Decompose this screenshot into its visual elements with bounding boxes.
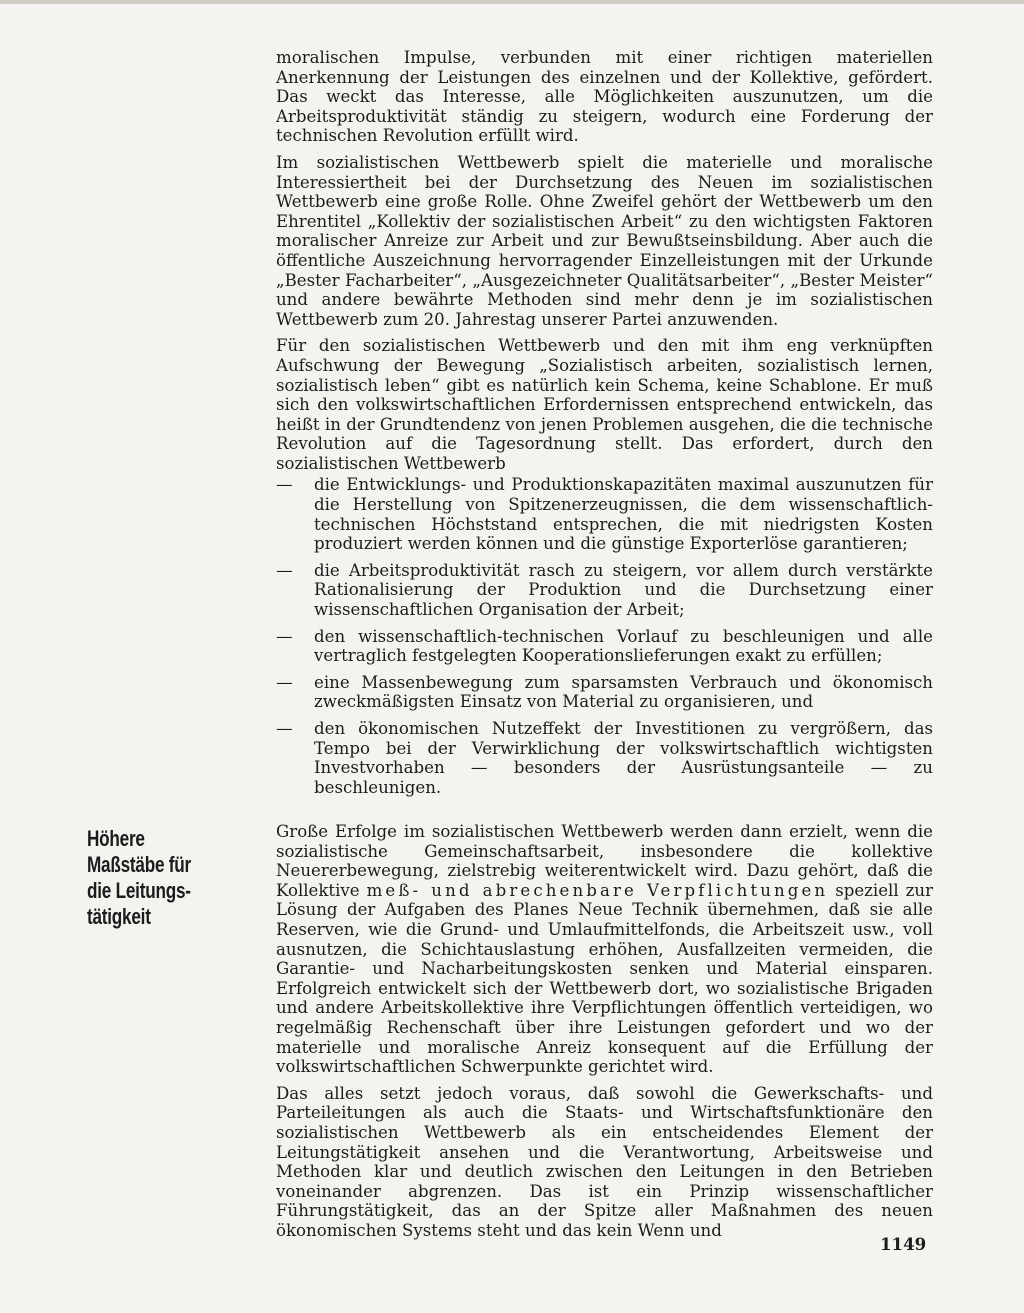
- paragraph: moralischen Impulse, verbunden mit einer richtigen materiellen Anerkennung der Leistungen des einzelnen und der Kollektive, gefördert. Das weckt das Interesse, alle Möglichkeiten auszunutzen, um die Arbeitsproduktivität ständig zu steigern, wodurch eine Forderung der technischen Revolution erfüllt wird.: [276, 48, 933, 146]
- list-item-text: eine Massenbewegung zum sparsamsten Verbrauch und ökonomisch zweckmäßigsten Einsatz von Material zu organisieren, und: [314, 672, 933, 712]
- list-item-text: den wissenschaftlich-technischen Vorlauf zu beschleunigen und alle vertraglich festgelegten Kooperationslieferungen exakt zu erfüllen;: [314, 626, 933, 666]
- dash-marker: —: [276, 626, 293, 646]
- page-number: 1149: [880, 1234, 927, 1254]
- list-item-text: die Arbeitsproduktivität rasch zu steigern, vor allem durch verstärkte Rationalisierung der Produktion und die Durchsetzung einer wissenschaftlichen Organisation der Arbeit;: [314, 560, 933, 620]
- dash-marker: —: [276, 560, 293, 580]
- paragraph: Das alles setzt jedoch voraus, daß sowohl die Gewerkschafts- und Parteileitungen als auch die Staats- und Wirtschaftsfunktionäre den sozialistischen Wettbewerb als ein entscheidendes Element der Leitungstätigkeit ansehen und die Verantwortung, Arbeitsweise und Methoden klar und deutlich zwischen den Leitungen in den Betrieben voneinander abgrenzen. Das ist ein Prinzip wissenschaftlicher Führungstätigkeit, das an der Spitze aller Maßnahmen des neuen ökonomischen Systems steht und das kein Wenn und: [276, 1083, 933, 1240]
- paragraph-text: speziell zur Lösung der Aufgaben des Planes Neue Technik übernehmen, daß sie alle Reserven, wie die Grund- und Umlaufmittelfonds, die Arbeitszeit usw., voll ausnutzen, die Schichtauslastung erhöhen, Ausfallzeiten vermeiden, die Garantie- und Nacharbeitungskosten senken und Material einsparen. Erfolgreich entwickelt sich der Wettbewerb dort, wo sozialistische Brigaden und andere Arbeitskollektive ihre Verpflichtungen öffentlich verteidigen, wo regelmäßig Rechenschaft über ihre Leistungen gefordert und wo der materielle und moralische Anreiz konsequent auf die Erfüllung der volkswirtschaftlichen Schwerpunkte gerichtet wird.: [276, 880, 933, 1077]
- list-item-text: die Entwicklungs- und Produktionskapazitäten maximal auszunutzen für die Herstellung von Spitzenerzeugnissen, die dem wissenschaftlich-technischen Höchststand entsprechen, die mit niedrigsten Kosten produziert werden können und die günstige Exporterlöse garantieren;: [314, 475, 933, 554]
- dash-marker: —: [276, 475, 293, 495]
- paragraph: [276, 822, 933, 1077]
- list-item: [276, 561, 933, 620]
- side-heading: [87, 826, 204, 930]
- side-heading-line: Höhere: [87, 826, 145, 851]
- side-heading-line: Maßstäbe für: [87, 852, 191, 877]
- dash-marker: —: [276, 719, 293, 738]
- main-column-top: [276, 48, 933, 804]
- list-item: [276, 627, 933, 666]
- list-item: [276, 719, 933, 797]
- main-column-section: [276, 822, 933, 1247]
- list-item: [276, 475, 933, 553]
- dash-marker: —: [276, 672, 293, 692]
- paragraph-text: Große Erfolge im sozialistischen Wettbewerb werden dann erzielt, wenn die sozialistische Gemeinschaftsarbeit, insbesondere die kollektive Neuererbewegung, zielstrebig weiterentwickelt wird. Dazu gehört, daß die Kollektive: [276, 822, 933, 900]
- paragraph: Für den sozialistischen Wettbewerb und den mit ihm eng verknüpften Aufschwung der Bewegung „Sozialistisch arbeiten, sozialistisch lernen, sozialistisch leben“ gibt es natürlich kein Schema, keine Schablone. Er muß sich den volkswirtschaftlichen Erfordernissen entsprechend entwickeln, das heißt in der Grundtendenz von jenen Problemen ausgehen, die die technische Revolution auf die Tagesordnung stellt. Das erfordert, durch den sozialistischen Wettbewerb: [276, 336, 933, 473]
- side-heading-line: tätigkeit: [87, 904, 151, 929]
- spaced-emphasis: meß- und abrechenbare Verpflichtungen: [366, 880, 829, 900]
- list-item: [276, 673, 933, 712]
- top-edge: [0, 0, 1024, 4]
- paragraph: Im sozialistischen Wettbewerb spielt die materielle und moralische Interessiertheit bei der Durchsetzung des Neuen im sozialistischen Wettbewerb eine große Rolle. Ohne Zweifel gehört der Wettbewerb um den Ehrentitel „Kollektiv der sozialistischen Arbeit“ zu den wichtigsten Faktoren moralischer Anreize zur Arbeit und zur Bewußtseinsbildung. Aber auch die öffentliche Auszeichnung hervorragender Einzelleistungen mit der Urkunde „Bester Facharbeiter“, „Ausgezeichneter Qualitätsarbeiter“, „Bester Meister“ und andere bewährte Methoden sind mehr denn je im sozialistischen Wettbewerb zum 20. Jahrestag unserer Partei anzuwenden.: [276, 152, 933, 329]
- side-heading-line: die Leitungs-: [87, 878, 191, 903]
- dash-list: [276, 475, 933, 797]
- list-item-text: den ökonomischen Nutzeffekt der Investitionen zu vergrößern, das Tempo bei der Verwirklichung der volkswirtschaftlich wichtigsten Investvorhaben — besonders der Ausrüstungsanteile — zu beschleunigen.: [314, 719, 933, 797]
